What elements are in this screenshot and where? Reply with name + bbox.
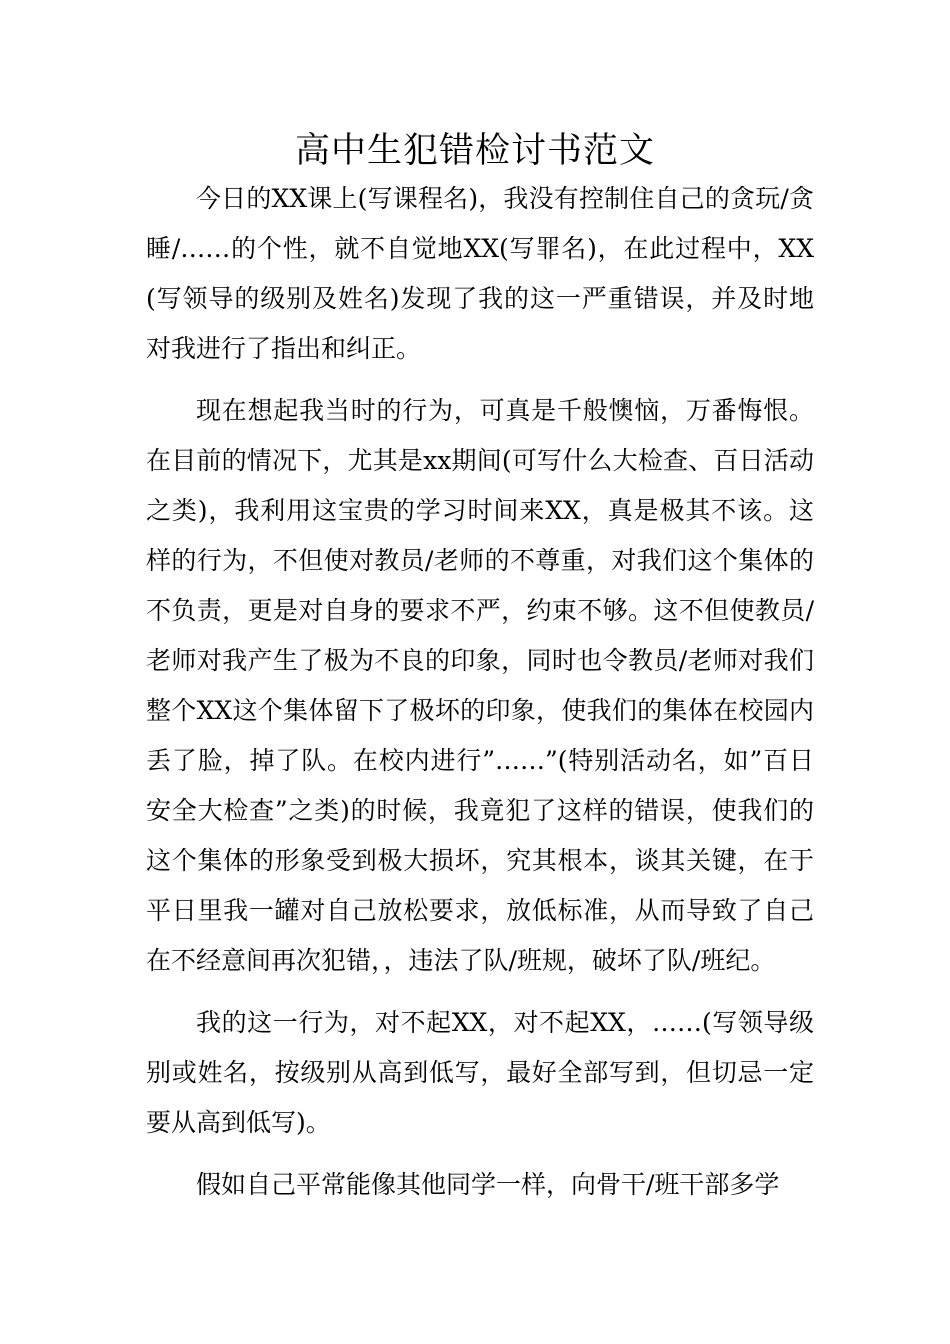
document-body — [146, 174, 814, 1222]
paragraph: 现在想起我当时的行为，可真是千般懊恼，万番悔恨。在目前的情况下，尤其是xx期间(可写什么大检查、百日活动之类)，我利用这宝贵的学习时间来XX，真是极其不该。这样的行为，不但使对教员/老师的不尊重，对我们这个集体的不负责，更是对自身的要求不严，约束不够。这不但使教员/老师对我产生了极为不良的印象，同时也令教员/老师对我们整个XX这个集体留下了极坏的印象，使我们的集体在校园内丢了脸，掉了队。在校内进行”……”(特别活动名，如”百日安全大检查”之类)的时候，我竟犯了这样的错误，使我们的这个集体的形象受到极大损坏，究其根本，谈其关键，在于平日里我一罐对自己放松要求，放低标准，从而导致了自己在不经意间再次犯错，，违法了队/班规，破坏了队/班纪。 — [146, 396, 814, 975]
paragraph: 假如自己平常能像其他同学一样，向骨干/班干部多学 — [196, 1170, 780, 1199]
paragraph: 今日的XX课上(写课程名)，我没有控制住自己的贪玩/贪睡/……的个性，就不自觉地XX(写罪名)，在此过程中，XX(写领导的级别及姓名)发现了我的这一严重错误，并及时地对我进行了指出和纠正。 — [146, 184, 814, 363]
document-title: 高中生犯错检讨书范文 — [294, 131, 655, 171]
paragraph: 我的这一行为，对不起XX，对不起XX，……(写领导级别或姓名，按级别从高到低写，最好全部写到，但切忌一定要从高到低写)。 — [146, 1008, 814, 1137]
